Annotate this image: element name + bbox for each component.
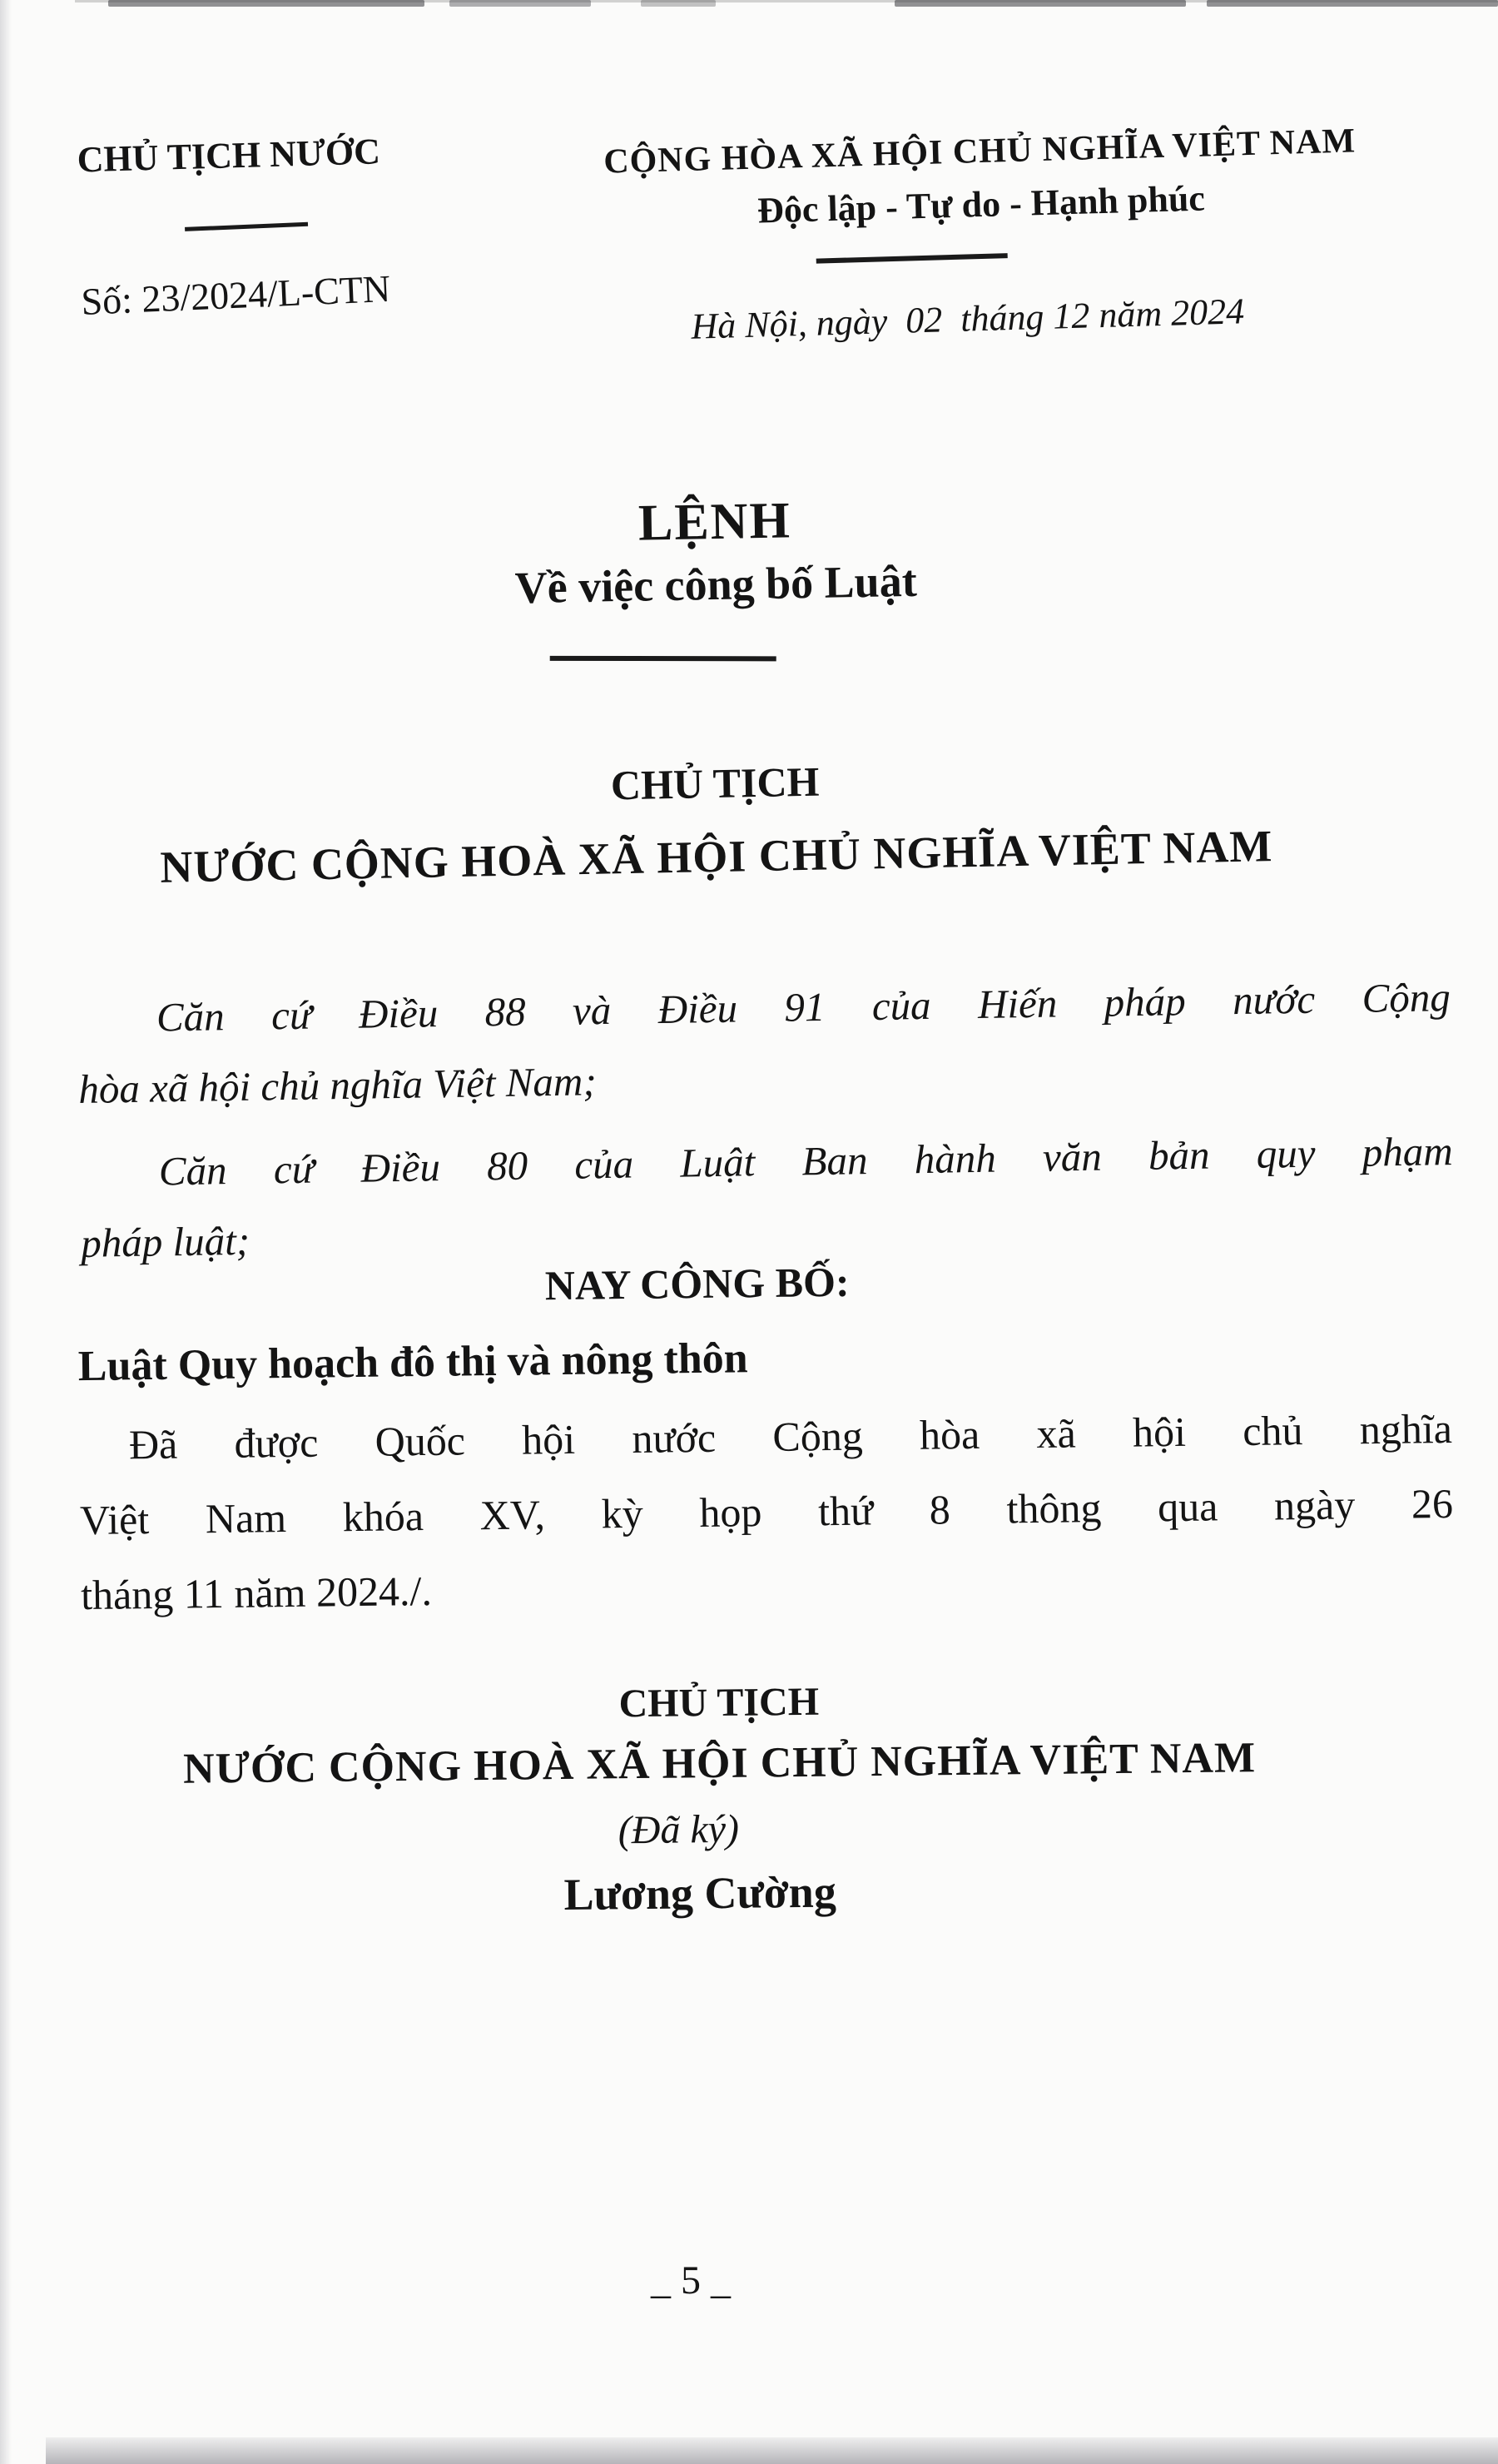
- signature-country: NƯỚC CỘNG HOÀ XÃ HỘI CHỦ NGHĨA VIỆT NAM: [182, 1734, 1257, 1793]
- signed-note: (Đã ký): [618, 1806, 740, 1853]
- document-number: Số: 23/2024/L-CTN: [80, 266, 392, 323]
- scan-edge-bottom: [46, 2437, 1498, 2464]
- scan-edge-top-segment: [895, 0, 1186, 7]
- issuer-divider: [185, 222, 308, 231]
- scan-edge-top-segment: [449, 0, 591, 7]
- preamble-line: hòa xã hội chủ nghĩa Việt Nam;: [77, 1058, 598, 1113]
- scan-edge-top-segment: [1207, 0, 1498, 7]
- header-right-column: [505, 118, 1460, 353]
- enactment-line: Việt Nam khóa XV, kỳ họp thứ 8 thông qua ngày 26: [79, 1479, 1454, 1544]
- header-left-column: [77, 128, 464, 321]
- document-title-block: [0, 480, 1433, 673]
- authority-country: NƯỚC CỘNG HOÀ XÃ HỘI CHỦ NGHĨA VIỆT NAM: [159, 821, 1273, 892]
- authority-title: CHỦ TỊCH: [610, 758, 820, 809]
- national-motto: Độc lập - Tự do - Hạnh phúc: [756, 177, 1206, 231]
- page-number: _ 5 _: [651, 2258, 731, 2303]
- place-date-line: Hà Nội, ngày 02 tháng 12 năm 2024: [690, 291, 1245, 347]
- preamble-line: Căn cứ Điều 88 và Điều 91 của Hiến pháp nước Cộng: [156, 974, 1451, 1041]
- order-title: LỆNH: [637, 492, 792, 552]
- law-name: Luật Quy hoạch đô thị và nông thôn: [77, 1334, 748, 1391]
- signer-name: Lương Cường: [563, 1866, 837, 1920]
- signature-title: CHỦ TỊCH: [618, 1679, 820, 1726]
- enactment-paragraph: [78, 1391, 1454, 1632]
- issuing-authority-block: [0, 746, 1432, 897]
- preamble-line: Căn cứ Điều 80 của Luật Ban hành văn bản quy phạm: [158, 1127, 1454, 1194]
- announcement-block: [77, 1250, 1454, 1632]
- issuer-title: CHỦ TỊCH NƯỚC: [77, 131, 381, 181]
- enactment-line: tháng 11 năm 2024./.: [80, 1567, 433, 1619]
- order-subtitle: Về việc công bố Luật: [514, 555, 918, 614]
- announcement-heading: NAY CÔNG BỐ:: [544, 1258, 850, 1309]
- preamble-line: pháp luật;: [80, 1217, 250, 1266]
- motto-divider: [816, 253, 1008, 263]
- scan-edge-top-segment: [108, 0, 424, 7]
- preamble-block: [77, 961, 1454, 1279]
- national-title: CỘNG HÒA XÃ HỘI CHỦ NGHĨA VIỆT NAM: [603, 122, 1357, 181]
- scan-edge-left: [0, 0, 12, 2464]
- scan-edge-top-segment: [641, 0, 716, 7]
- signature-block: [0, 1672, 1441, 1926]
- enactment-line: Đã được Quốc hội nước Cộng hòa xã hội chủ nghĩa: [128, 1404, 1453, 1468]
- title-divider: [550, 656, 776, 661]
